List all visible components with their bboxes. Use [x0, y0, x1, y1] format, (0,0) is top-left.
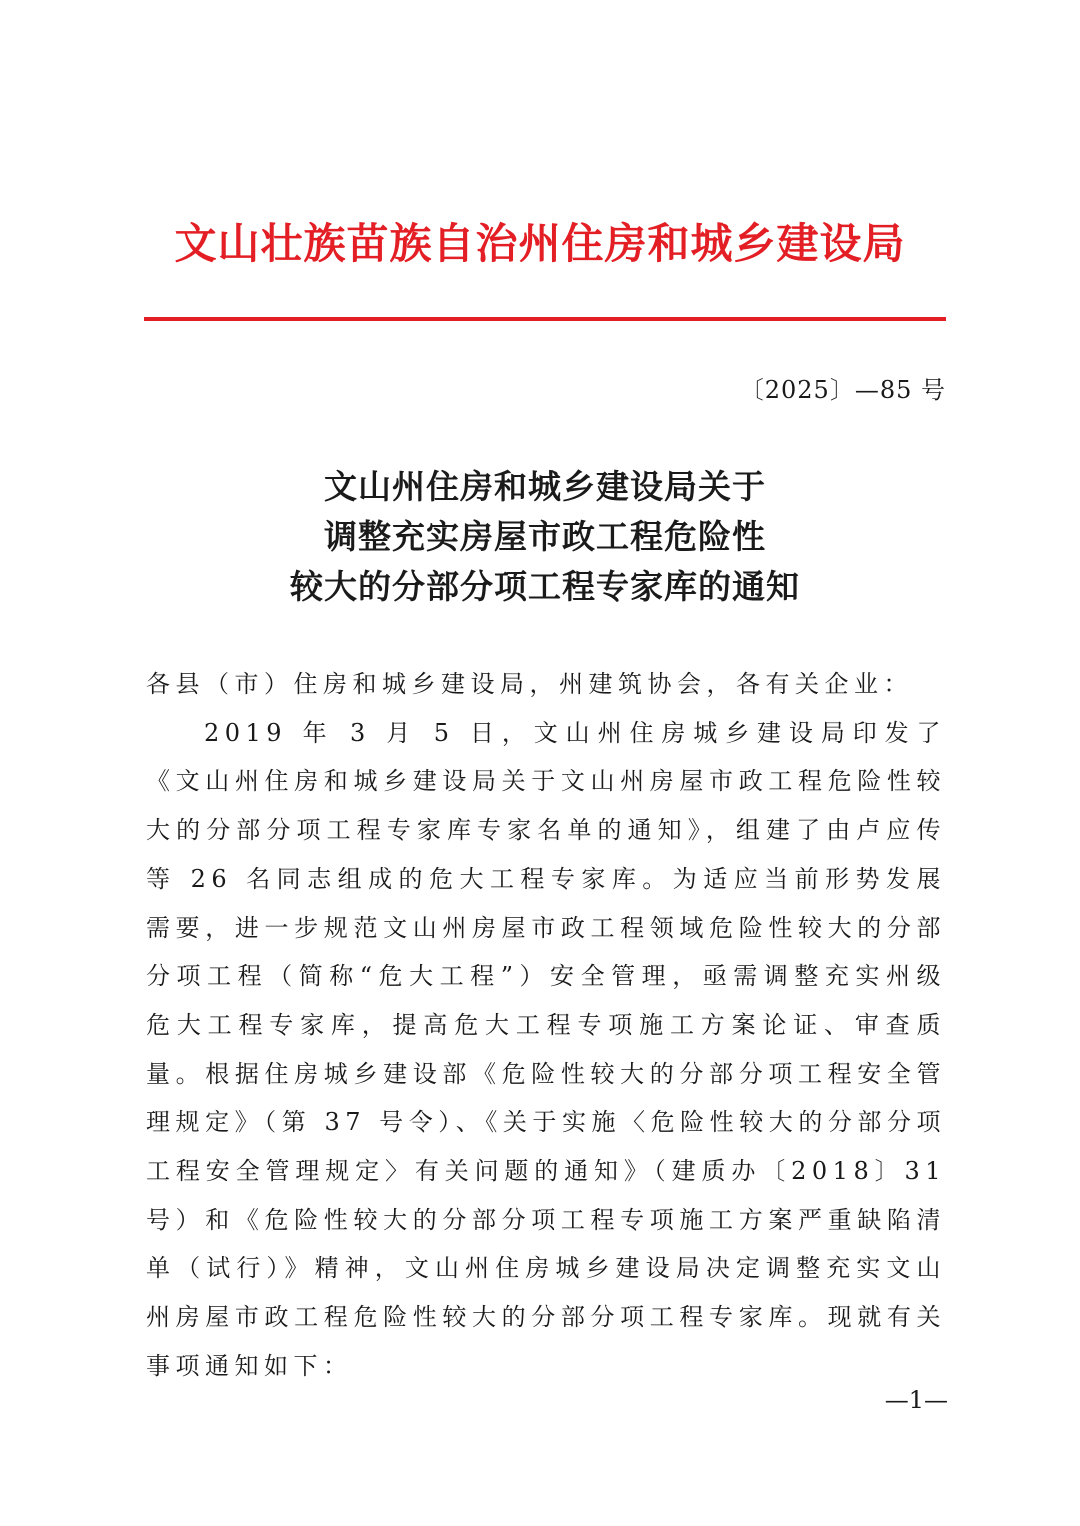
red-separator-line — [144, 317, 946, 321]
salutation: 各县（市）住房和城乡建设局，州建筑协会，各有关企业： — [146, 670, 913, 698]
document-title — [140, 462, 950, 612]
body-paragraph: 2019 年 3 月 5 日，文山州住房城乡建设局印发了《文山州住房和城乡建设局关于文山州房屋市政工程危险性较大的分部分项工程专家库专家名单的通知》，组建了由卢应传等 26 名同志组成的危大工程专家库。为适应当前形势发展需要，进一步规范文山州房屋市政工程领域危险性较大的分部分项工程（简称“危大工程”）安全管理，亟需调整充实州级危大工程专家库，提高危大工程专项施工方案论证、审查质量。根据住房城乡建设部《危险性较大的分部分项工程安全管理规定》（第 37 号令）、《关于实施〈危险性较大的分部分项工程安全管理规定〉有关问题的通知》（建质办〔2018〕31 号）和《危险性较大的分部分项工程专项施工方案严重缺陷清单（试行）》精神，文山州住房城乡建设局决定调整充实文山州房屋市政工程危险性较大的分部分项工程专家库。现就有关事项通知如下： — [146, 718, 946, 1380]
title-line-3: 较大的分部分项工程专家库的通知 — [290, 567, 800, 606]
page-number: —1— — [884, 1386, 948, 1414]
document-body — [146, 660, 946, 1391]
document-number: 〔2025〕—85 号 — [739, 376, 946, 404]
title-line-2: 调整充实房屋市政工程危险性 — [324, 517, 766, 556]
title-line-1: 文山州住房和城乡建设局关于 — [324, 467, 766, 506]
issuer-heading: 文山壮族苗族自治州住房和城乡建设局 — [174, 219, 906, 268]
